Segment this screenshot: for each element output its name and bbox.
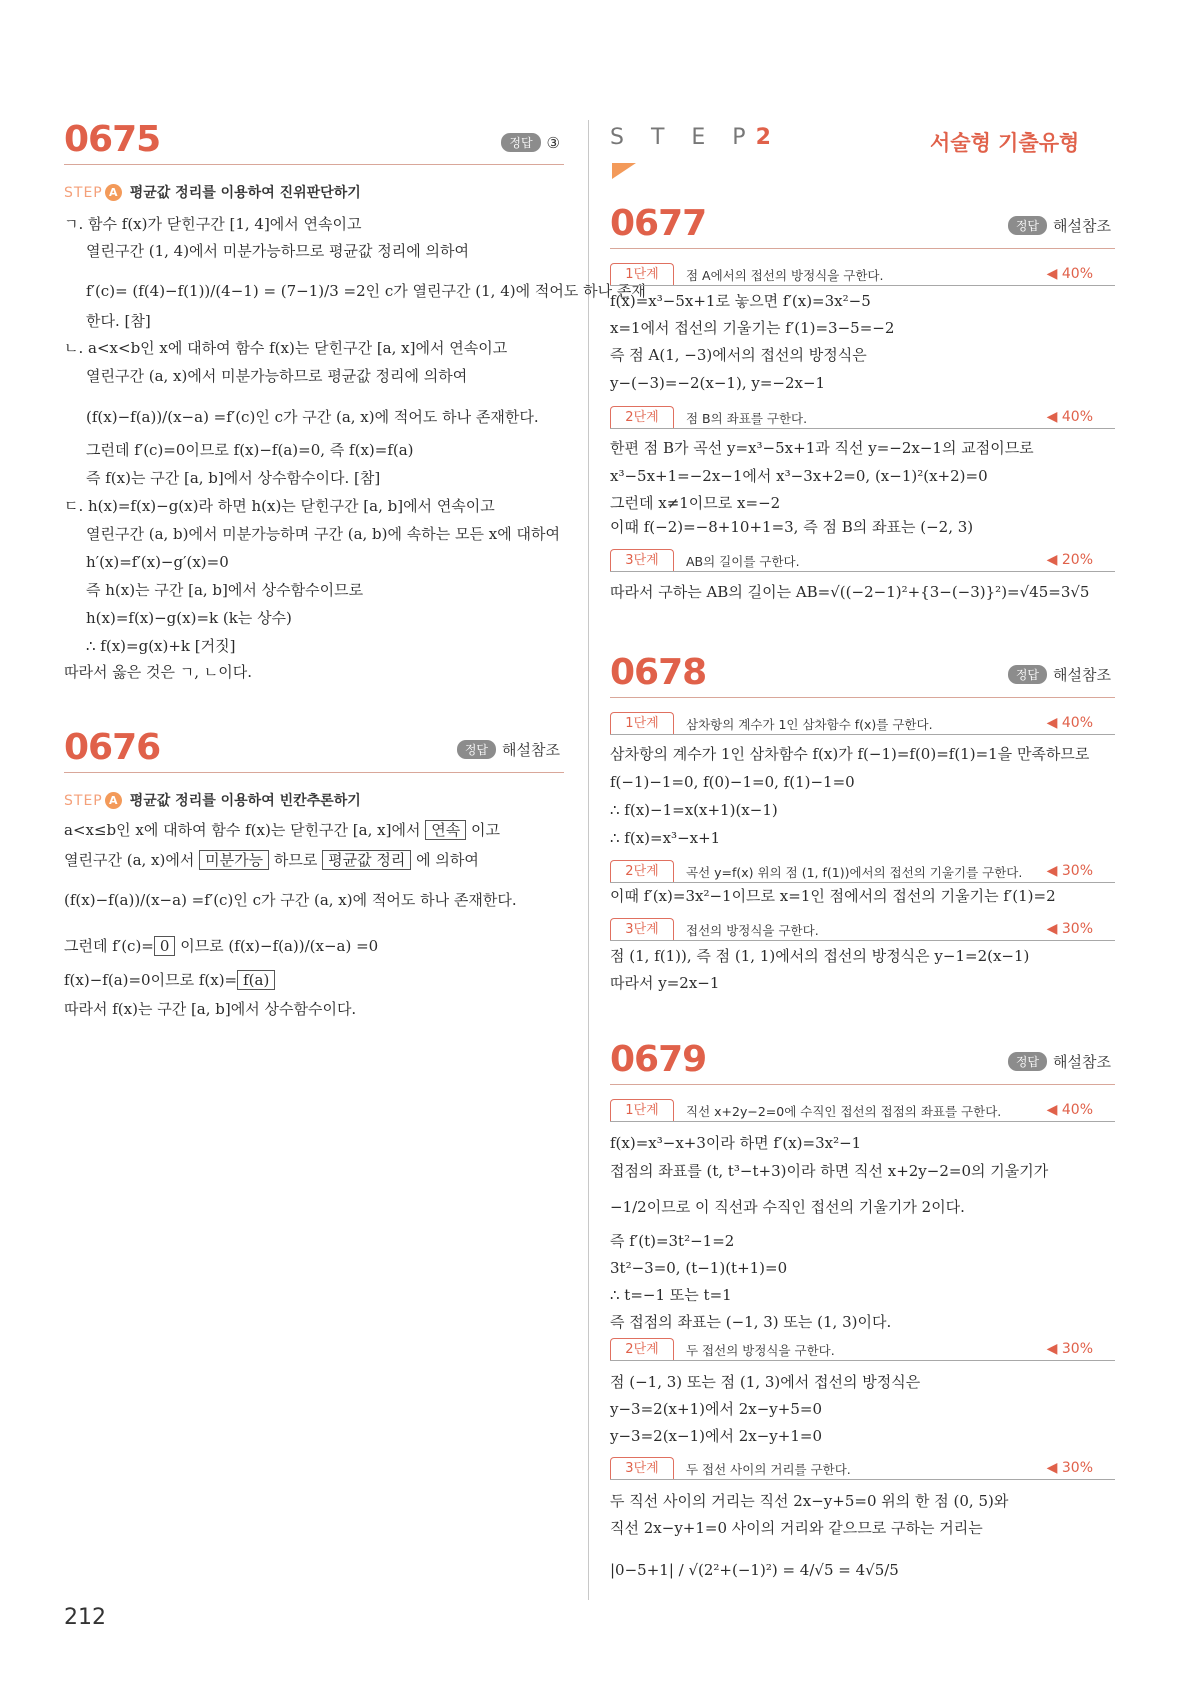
text: 이고 [466,821,500,839]
step-percent: ◀ 40% [1046,1102,1093,1118]
solution-line [64,820,500,840]
step-percent: ◀ 30% [1046,921,1093,937]
step-percent: ◀ 40% [1046,409,1093,425]
answer-badge: 정답 [1008,665,1047,684]
step-badge: 2단계 [610,406,674,428]
answer-label [1008,1051,1111,1072]
solution-line: ㄴ. a<x<b인 x에 대하여 함수 f(x)는 닫힌구간 [a, x]에서 연속이고 [64,339,508,357]
step-badge: 3단계 [610,1457,674,1479]
solution-line: ∴ f(x)=x³−x+1 [610,829,721,847]
answer-badge: 정답 [457,740,496,759]
step-description: 두 접선 사이의 거리를 구한다. [686,1462,851,1477]
answer-badge: 정답 [1008,1052,1047,1071]
step-description: 접선의 방정식을 구한다. [686,923,819,938]
section-step-label: S T E P [610,125,756,150]
blank-box: f(a) [237,970,275,990]
section-name: 서술형 기출유형 [930,131,1080,155]
problem-number: 0678 [610,652,707,693]
step-bar [610,263,1115,286]
problem-header-0678 [610,637,1115,698]
answer-value: 해설참조 [1053,667,1111,684]
answer-value: 해설참조 [502,742,560,759]
solution-line: 그런데 f′(c)=0이므로 f(x)−f(a)=0, 즉 f(x)=f(a) [86,441,414,459]
answer-label [457,739,560,760]
solution-line: 3t²−3=0, (t−1)(t+1)=0 [610,1259,788,1277]
step-badge: 1단계 [610,263,674,285]
problem-header-0676 [64,712,564,773]
problem-header-0675 [64,104,564,165]
answer-value: 해설참조 [1053,218,1111,235]
blank-box: 미분가능 [199,850,269,870]
solution-line: 열린구간 (a, x)에서 미분가능하므로 평균값 정리에 의하여 [86,367,468,385]
step-label: STEP [64,793,103,809]
step-description: 곡선 y=f(x) 위의 점 (1, f(1))에서의 접선의 기울기를 구한다. [686,865,1023,880]
solution-line [64,970,275,990]
step-percent: ◀ 30% [1046,863,1093,879]
solution-line: 직선 2x−y+1=0 사이의 거리와 같으므로 구하는 거리는 [610,1519,983,1537]
step-percent: ◀ 30% [1046,1341,1093,1357]
solution-line: 접점의 좌표를 (t, t³−t+3)이라 하면 직선 x+2y−2=0의 기울기가 [610,1162,1049,1180]
step-percent: ◀ 40% [1046,715,1093,731]
step-bar [610,549,1115,572]
step-letter-icon: A [105,792,122,809]
blank-box: 연속 [425,820,466,840]
answer-badge: 정답 [1008,216,1047,235]
step-label: STEP [64,185,103,201]
step-title: 평균값 정리를 이용하여 진위판단하기 [129,185,361,201]
answer-label [501,133,560,152]
solution-line: ∴ t=−1 또는 t=1 [610,1286,732,1304]
text: a<x≤b인 x에 대하여 함수 f(x)는 닫힌구간 [a, x]에서 [64,821,426,839]
text: 열린구간 (a, x)에서 [64,851,200,869]
problem-header-0679 [610,1024,1115,1085]
step-bar [610,712,1115,735]
step-description: 직선 x+2y−2=0에 수직인 접선의 접점의 좌표를 구한다. [686,1104,1002,1119]
solution-line: x³−5x+1=−2x−1에서 x³−3x+2=0, (x−1)²(x+2)=0 [610,467,988,485]
solution-line: 열린구간 (a, b)에서 미분가능하며 구간 (a, b)에 속하는 모든 x에 대하여 [86,525,560,543]
solution-line: h(x)=f(x)−g(x)=k (k는 상수) [86,609,292,627]
solution-line: 이때 f(−2)=−8+10+1=3, 즉 점 B의 좌표는 (−2, 3) [610,518,974,536]
step-description: 점 B의 좌표를 구한다. [686,411,808,426]
text: 하므로 [269,851,323,869]
text: 이므로 (f(x)−f(a))/(x−a) =0 [175,937,379,955]
step-percent: ◀ 40% [1046,266,1093,282]
step-letter-icon: A [105,184,122,201]
step-badge: 2단계 [610,1338,674,1360]
blank-box: 0 [154,936,176,956]
step-badge: 3단계 [610,549,674,571]
step-badge: 3단계 [610,918,674,940]
answer-label [1008,215,1111,236]
solution-line: (f(x)−f(a))/(x−a) =f′(c)인 c가 구간 (a, x)에 적어도 하나 존재한다. [64,891,517,909]
solution-line: 이때 f′(x)=3x²−1이므로 x=1인 점에서의 접선의 기울기는 f′(1)=2 [610,887,1056,905]
solution-line: 열린구간 (1, 4)에서 미분가능하므로 평균값 정리에 의하여 [86,242,469,260]
text: f(x)−f(a)=0이므로 f(x)= [64,971,238,989]
solution-line: y−3=2(x+1)에서 2x−y+5=0 [610,1400,822,1418]
step-title: 평균값 정리를 이용하여 빈칸추론하기 [129,793,361,809]
page-number: 212 [64,1605,106,1630]
solution-line: f(x)=x³−x+3이라 하면 f′(x)=3x²−1 [610,1134,862,1152]
solution-line: 즉 f′(t)=3t²−1=2 [610,1232,735,1250]
solution-line: y−(−3)=−2(x−1), y=−2x−1 [610,374,826,392]
solution-line: 두 직선 사이의 거리는 직선 2x−y+5=0 위의 한 점 (0, 5)와 [610,1492,1009,1510]
blank-box: 평균값 정리 [322,850,411,870]
text: 그런데 f′(c)= [64,937,154,955]
step-percent: ◀ 30% [1046,1460,1093,1476]
step-description: 점 A에서의 접선의 방정식을 구한다. [686,268,884,283]
problem-number: 0676 [64,727,161,768]
solution-line: f(x)=x³−5x+1로 놓으면 f′(x)=3x²−5 [610,292,871,310]
solution-line: f′(c)= (f(4)−f(1))/(4−1) = (7−1)/3 =2인 c가 열린구간 (1, 4)에 적어도 하나 존재 [86,282,646,300]
step-description: 두 접선의 방정식을 구한다. [686,1343,835,1358]
step-bar [610,860,1115,883]
problem-number: 0679 [610,1039,707,1080]
answer-badge: 정답 [501,133,540,152]
solution-line: 따라서 f(x)는 구간 [a, b]에서 상수함수이다. [64,1000,357,1018]
step-badge: 1단계 [610,712,674,734]
step-bar [610,918,1115,941]
step-heading [64,182,361,202]
step-bar [610,406,1115,429]
solution-line: ㄷ. h(x)=f(x)−g(x)라 하면 h(x)는 닫힌구간 [a, b]에서 연속이고 [64,497,495,515]
step-bar [610,1099,1115,1122]
solution-line [64,936,378,956]
solution-line: |0−5+1| / √(2²+(−1)²) = 4/√5 = 4√5/5 [610,1561,899,1579]
solution-line: −1/2이므로 이 직선과 수직인 접선의 기울기가 2이다. [610,1198,965,1216]
corner-triangle-icon [612,163,636,179]
solution-line: 따라서 y=2x−1 [610,974,720,992]
section-number: 2 [755,125,771,150]
solution-line: 즉 h(x)는 구간 [a, b]에서 상수함수이므로 [86,581,364,599]
solution-line: ∴ f(x)=g(x)+k [거짓] [86,637,236,655]
step-bar [610,1457,1115,1480]
solution-line: f(−1)−1=0, f(0)−1=0, f(1)−1=0 [610,773,855,791]
answer-value: 해설참조 [1053,1054,1111,1071]
solution-line: ∴ f(x)−1=x(x+1)(x−1) [610,801,778,819]
solution-line: 즉 점 A(1, −3)에서의 접선의 방정식은 [610,346,867,364]
problem-number: 0675 [64,119,161,160]
solution-line [64,850,479,870]
solution-line: 그런데 x≠1이므로 x=−2 [610,494,781,512]
solution-line: (f(x)−f(a))/(x−a) =f′(c)인 c가 구간 (a, x)에 적어도 하나 존재한다. [86,408,539,426]
solution-line: 한다. [참] [86,312,151,330]
text: 에 의하여 [411,851,479,869]
solution-line: 따라서 구하는 AB의 길이는 AB=√((−2−1)²+{3−(−3)}²)=√45=3√5 [610,583,1090,601]
problem-header-0677 [610,188,1115,249]
solution-line: 점 (1, f(1)), 즉 점 (1, 1)에서의 접선의 방정식은 y−1=2(x−1) [610,947,1030,965]
solution-line: 즉 f(x)는 구간 [a, b]에서 상수함수이다. [참] [86,469,381,487]
step-bar [610,1338,1115,1361]
solution-line: y−3=2(x−1)에서 2x−y+1=0 [610,1427,822,1445]
step-description: AB의 길이를 구한다. [686,554,800,569]
solution-line: ㄱ. 함수 f(x)가 닫힌구간 [1, 4]에서 연속이고 [64,215,362,233]
step-percent: ◀ 20% [1046,552,1093,568]
step-badge: 2단계 [610,860,674,882]
step-heading [64,790,361,810]
answer-value: ③ [546,135,560,152]
solution-line: x=1에서 접선의 기울기는 f′(1)=3−5=−2 [610,319,895,337]
solution-line: 삼차항의 계수가 1인 삼차함수 f(x)가 f(−1)=f(0)=f(1)=1을 만족하므로 [610,745,1090,763]
problem-number: 0677 [610,203,707,244]
answer-label [1008,664,1111,685]
solution-line: h′(x)=f′(x)−g′(x)=0 [86,553,229,571]
solution-line: 점 (−1, 3) 또는 점 (1, 3)에서 접선의 방정식은 [610,1373,921,1391]
solution-line: 한편 점 B가 곡선 y=x³−5x+1과 직선 y=−2x−1의 교점이므로 [610,439,1034,457]
solution-line: 따라서 옳은 것은 ㄱ, ㄴ이다. [64,663,252,681]
solution-line: 즉 접점의 좌표는 (−1, 3) 또는 (1, 3)이다. [610,1313,892,1331]
section-title [610,125,1080,155]
column-divider [588,120,589,1600]
step-badge: 1단계 [610,1099,674,1121]
step-description: 삼차항의 계수가 1인 삼차함수 f(x)를 구한다. [686,717,933,732]
